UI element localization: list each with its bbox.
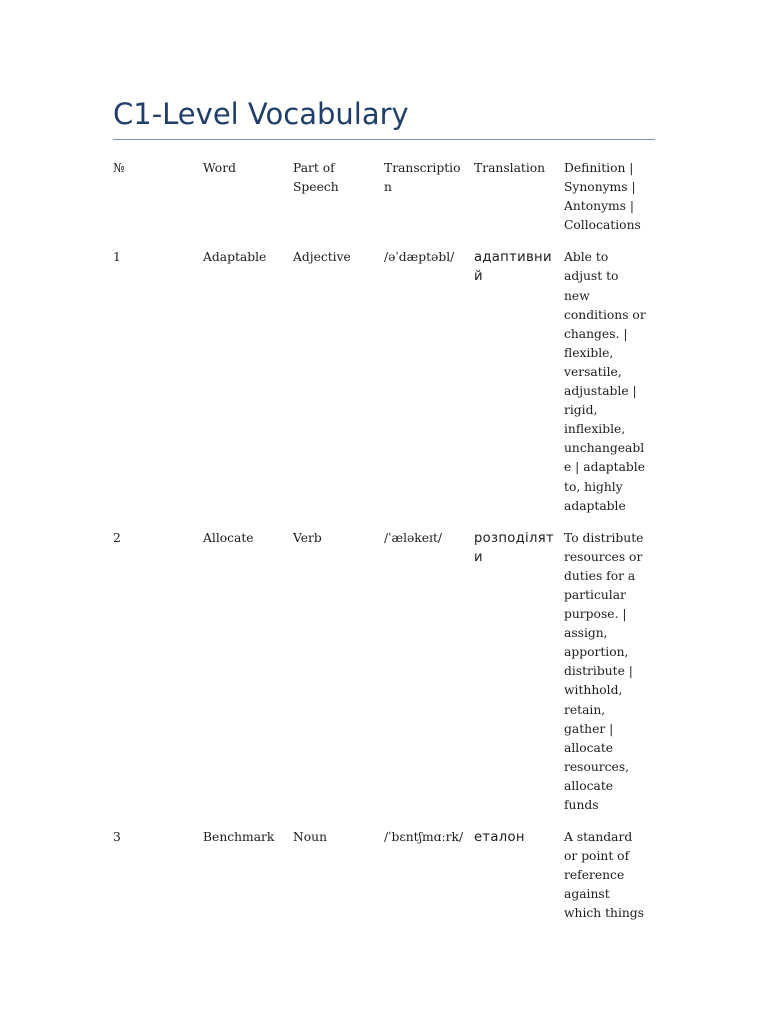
table-row [113,828,654,936]
header-part-of-speech: Part of Speech [293,161,339,195]
cell-translation: розподіляти [474,530,554,565]
document-title: C1-Level Vocabulary [113,97,409,131]
cell-definition: To distribute resources or duties for a particular purpose. | assign, apportion, distribute | withhold, retain, gather | allocate resources, allocate funds [564,530,644,812]
cell-translation: адаптивний [474,250,552,285]
cell-part-of-speech: Verb [293,530,322,545]
cell-transcription: /ˈæləkeɪt/ [384,530,443,545]
header-transcription: Transcription [384,161,461,195]
cell-number: 1 [113,250,121,265]
cell-word: Allocate [203,530,254,545]
cell-word: Benchmark [203,830,275,845]
cell-transcription: /ˈbɛntʃmɑːrk/ [384,830,464,845]
cell-definition: Able to adjust to new conditions or changes. | flexible, versatile, adjustable | rigid, inflexible, unchangeable | adaptable to, highly adaptable [564,250,646,513]
header-definition: Definition | Synonyms | Antonyms | Collocations [564,161,641,233]
cell-word: Adaptable [203,250,267,265]
cell-transcription: /əˈdæptəbl/ [384,250,455,265]
header-number: № [113,161,125,175]
table-row [113,529,654,828]
cell-translation: еталон [474,830,525,846]
header-translation: Translation [474,161,546,175]
cell-definition: A standard or point of reference against which things [564,830,644,921]
vocabulary-table [113,159,654,937]
cell-part-of-speech: Adjective [293,250,351,265]
header-word: Word [203,161,236,175]
cell-number: 3 [113,830,121,845]
title-underline [113,139,655,140]
table-row [113,248,654,528]
table-header-row [113,159,654,248]
cell-part-of-speech: Noun [293,830,328,845]
cell-number: 2 [113,530,121,545]
